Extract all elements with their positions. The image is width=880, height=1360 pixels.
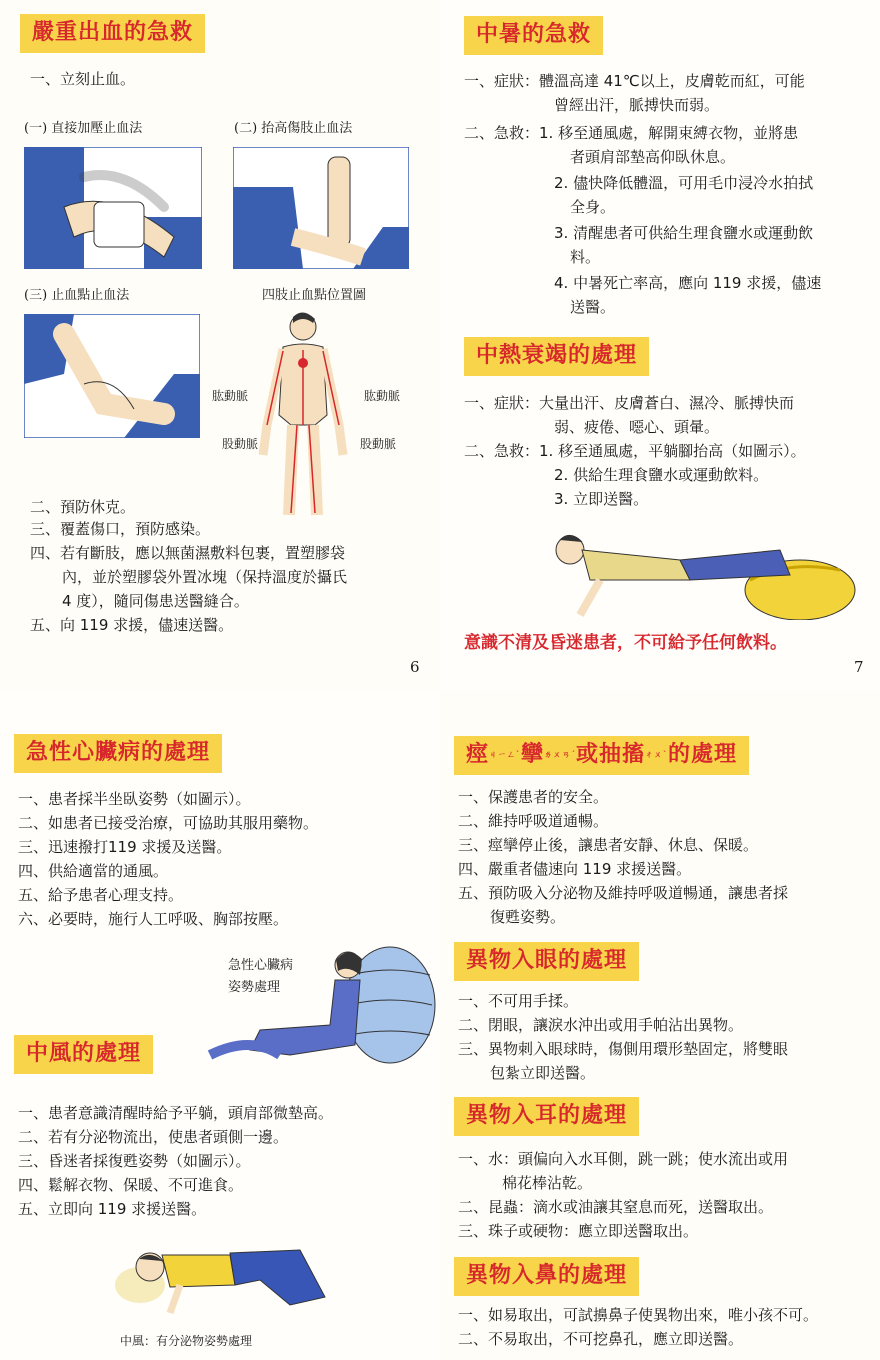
section-title-nose-foreign-body: 異物入鼻的處理 bbox=[454, 1257, 639, 1296]
stroke-fig-caption: 中風：有分泌物姿勢處理 bbox=[120, 1334, 253, 1348]
elevation-illustration bbox=[233, 147, 409, 269]
heart-item-4: 四、供給適當的通風。 bbox=[18, 862, 169, 880]
heatstroke-aid-line-8: 送醫。 bbox=[570, 298, 616, 316]
half-sitting-patient-illustration bbox=[190, 935, 440, 1065]
seizure-item-5-line-2: 復甦姿勢。 bbox=[490, 908, 566, 926]
bleeding-item-4-line-3: 4 度），隨同傷患送醫縫合。 bbox=[62, 592, 249, 610]
stroke-item-2: 二、若有分泌物流出，使患者頭側一邊。 bbox=[18, 1128, 289, 1146]
seizure-title-ruby-1: ㄐㄧㄥˋ bbox=[489, 750, 522, 759]
section-title-heart-attack: 急性心臟病的處理 bbox=[14, 734, 222, 773]
page-number-7: 7 bbox=[854, 658, 864, 676]
fig-caption-elevation: (二) 抬高傷肢止血法 bbox=[234, 121, 353, 136]
section-title-eye-foreign-body: 異物入眼的處理 bbox=[454, 942, 639, 981]
bleeding-item-5: 五、向 119 求援，儘速送醫。 bbox=[30, 616, 234, 634]
seizure-title-char-1: 痙 bbox=[466, 742, 490, 767]
heart-item-6: 六、必要時，施行人工呼吸、胸部按壓。 bbox=[18, 910, 289, 928]
section-title-heatstroke: 中暑的急救 bbox=[464, 16, 603, 55]
seizure-item-3: 三、痙攣停止後，讓患者安靜、休息、保暖。 bbox=[458, 836, 759, 854]
page-9 bbox=[440, 690, 880, 1360]
ear-item-2: 二、昆蟲：滴水或油讓其窒息而死，送醫取出。 bbox=[458, 1198, 774, 1216]
fig-caption-pressure-point: (三) 止血點止血法 bbox=[24, 288, 130, 303]
heatstroke-aid-line-6: 料。 bbox=[570, 248, 601, 266]
eye-item-3-line-1: 三、異物刺入眼球時，傷側用環形墊固定，將雙眼 bbox=[458, 1040, 789, 1058]
stroke-item-3: 三、昏迷者採復甦姿勢（如圖示）。 bbox=[18, 1152, 251, 1170]
seizure-title-char-4: 的處理 bbox=[668, 742, 738, 767]
stroke-item-4: 四、鬆解衣物、保暖、不可進食。 bbox=[18, 1176, 244, 1194]
heart-item-3: 三、迅速撥打119 求援及送醫。 bbox=[18, 838, 232, 856]
eye-item-3-line-2: 包紮立即送醫。 bbox=[490, 1064, 596, 1082]
label-brachial-artery-left: 肱動脈 bbox=[212, 389, 249, 403]
seizure-item-4: 四、嚴重者儘速向 119 求援送醫。 bbox=[458, 860, 692, 878]
nose-item-2: 二、不易取出，不可挖鼻孔，應立即送醫。 bbox=[458, 1330, 744, 1348]
heart-fig-caption-line-2: 姿勢處理 bbox=[228, 980, 281, 995]
recovery-position-illustration bbox=[110, 1225, 340, 1317]
heatstroke-aid-line-7: 4. 中暑死亡率高，應向 119 求援，儘速 bbox=[554, 274, 822, 292]
seizure-item-5-line-1: 五、預防吸入分泌物及維持呼吸道暢通，讓患者採 bbox=[458, 884, 789, 902]
heatstroke-symptom-line-1: 一、症狀：體溫高達 41℃以上，皮膚乾而紅，可能 bbox=[464, 72, 805, 90]
section-title-heat-exhaustion: 中熱衰竭的處理 bbox=[464, 337, 649, 376]
stroke-item-5: 五、立即向 119 求援送醫。 bbox=[18, 1200, 207, 1218]
label-femoral-artery-left: 股動脈 bbox=[222, 437, 259, 451]
heatstroke-aid-line-3: 2. 儘快降低體溫，可用毛巾浸冷水拍拭 bbox=[554, 174, 814, 192]
seizure-title-char-2: 攣 bbox=[521, 742, 545, 767]
seizure-item-1: 一、保護患者的安全。 bbox=[458, 788, 609, 806]
page-8 bbox=[0, 690, 440, 1360]
section-title-ear-foreign-body: 異物入耳的處理 bbox=[454, 1097, 639, 1136]
body-pressure-map-illustration bbox=[253, 305, 353, 520]
exhaustion-symptom-line-2: 弱、疲倦、噁心、頭暈。 bbox=[554, 418, 720, 436]
exhaustion-symptom-line-1: 一、症狀：大量出汗、皮膚蒼白、濕冷、脈搏快而 bbox=[464, 394, 795, 412]
heatstroke-aid-line-1: 二、急救：1. 移至通風處，解開束縛衣物，並將患 bbox=[464, 124, 799, 142]
seizure-item-2: 二、維持呼吸道通暢。 bbox=[458, 812, 609, 830]
section-title-severe-bleeding: 嚴重出血的急救 bbox=[20, 14, 205, 53]
section-title-stroke: 中風的處理 bbox=[14, 1035, 153, 1074]
section-title-seizure bbox=[454, 736, 749, 775]
pressure-point-illustration bbox=[24, 314, 200, 438]
heatstroke-aid-line-5: 3. 清醒患者可供給生理食鹽水或運動飲 bbox=[554, 224, 814, 242]
nose-item-1: 一、如易取出，可試擤鼻子使異物出來，唯小孩不可。 bbox=[458, 1306, 819, 1324]
label-brachial-artery-right: 肱動脈 bbox=[364, 389, 401, 403]
exhaustion-aid-line-2: 2. 供給生理食鹽水或運動飲料。 bbox=[554, 466, 769, 484]
fig-caption-pressure-point-map: 四肢止血點位置圖 bbox=[262, 288, 367, 303]
heart-item-2: 二、如患者已接受治療，可協助其服用藥物。 bbox=[18, 814, 319, 832]
lying-patient-illustration bbox=[540, 520, 860, 620]
seizure-title-ruby-2: ㄌㄨㄢˊ bbox=[544, 750, 577, 759]
direct-pressure-illustration bbox=[24, 147, 202, 269]
page-number-6: 6 bbox=[410, 658, 420, 676]
seizure-title-char-3: 或抽搐 bbox=[576, 742, 646, 767]
seizure-title-ruby-3: ㄔㄨˋ bbox=[645, 750, 669, 759]
fig-caption-direct-pressure: (一) 直接加壓止血法 bbox=[24, 121, 143, 136]
eye-item-2: 二、閉眼，讓淚水沖出或用手帕沾出異物。 bbox=[458, 1016, 744, 1034]
eye-item-1: 一、不可用手揉。 bbox=[458, 992, 579, 1010]
heatstroke-symptom-line-2: 曾經出汗，脈搏快而弱。 bbox=[554, 96, 720, 114]
warning-no-drinks: 意識不清及昏迷患者，不可給予任何飲料。 bbox=[464, 633, 787, 653]
bleeding-item-4-line-1: 四、若有斷肢，應以無菌濕敷料包裹，置塑膠袋 bbox=[30, 544, 346, 562]
page-6 bbox=[0, 0, 440, 690]
heatstroke-aid-line-2: 者頭肩部墊高仰臥休息。 bbox=[570, 148, 736, 166]
stroke-item-1: 一、患者意識清醒時給予平躺，頭肩部微墊高。 bbox=[18, 1104, 334, 1122]
ear-item-3: 三、珠子或硬物：應立即送醫取出。 bbox=[458, 1222, 699, 1240]
ear-item-1-line-1: 一、水：頭偏向入水耳側，跳一跳；使水流出或用 bbox=[458, 1150, 789, 1168]
bleeding-item-2: 二、預防休克。 bbox=[30, 498, 136, 516]
heart-item-1: 一、患者採半坐臥姿勢（如圖示）。 bbox=[18, 790, 251, 808]
bleeding-item-1: 一、立刻止血。 bbox=[30, 70, 136, 88]
label-femoral-artery-right: 股動脈 bbox=[360, 437, 397, 451]
exhaustion-aid-line-3: 3. 立即送醫。 bbox=[554, 490, 649, 508]
ear-item-1-line-2: 棉花棒沾乾。 bbox=[502, 1174, 593, 1192]
bleeding-item-3: 三、覆蓋傷口，預防感染。 bbox=[30, 520, 211, 538]
heatstroke-aid-line-4: 全身。 bbox=[570, 198, 616, 216]
page-7 bbox=[440, 0, 880, 690]
heart-fig-caption-line-1: 急性心臟病 bbox=[228, 958, 294, 973]
heart-item-5: 五、給予患者心理支持。 bbox=[18, 886, 184, 904]
exhaustion-aid-line-1: 二、急救：1. 移至通風處，平躺腳抬高（如圖示）。 bbox=[464, 442, 806, 460]
bleeding-item-4-line-2: 內，並於塑膠袋外置冰塊（保持溫度於攝氏 bbox=[62, 568, 348, 586]
